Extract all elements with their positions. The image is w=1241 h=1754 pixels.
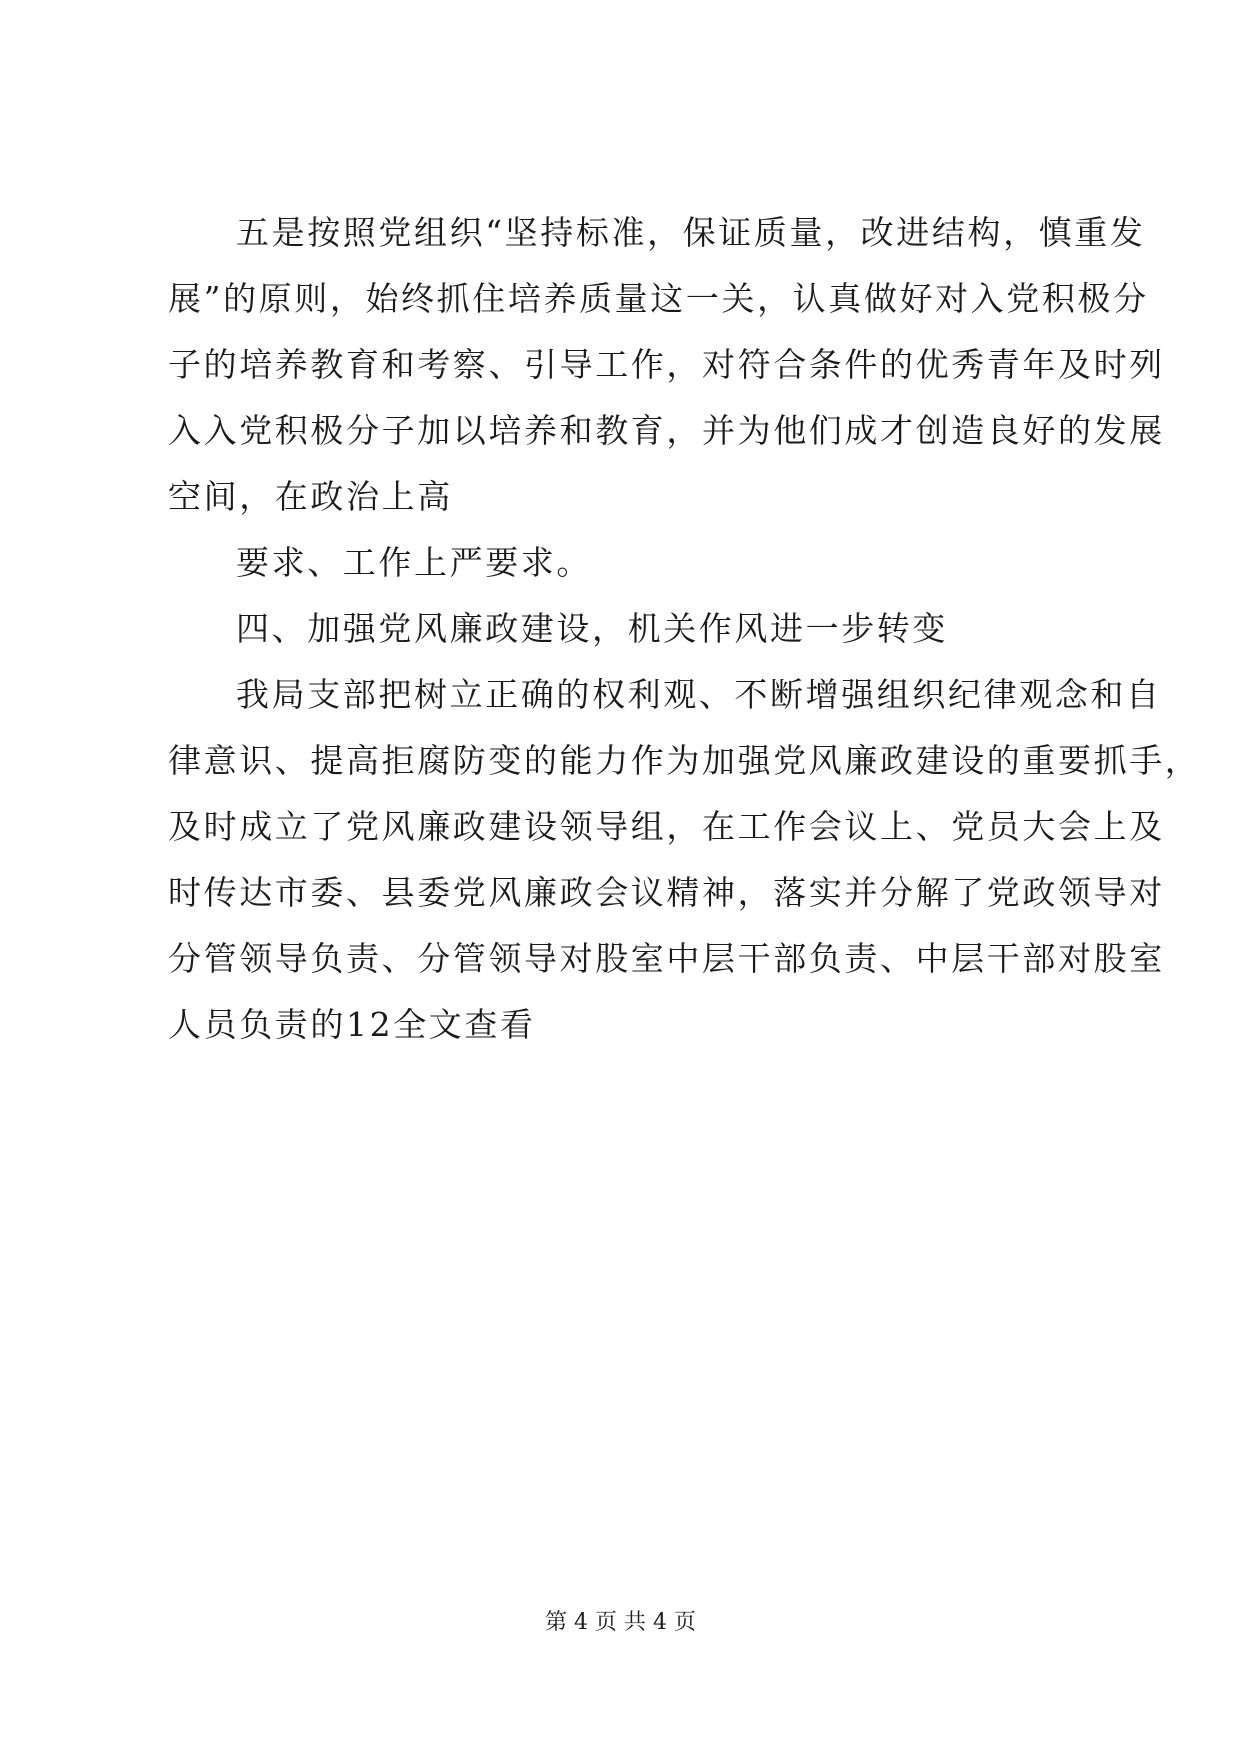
paragraph-line: 要求、工作上严要求。 (236, 543, 592, 582)
paragraph-line: 及时成立了党风廉政建设领导组，在工作会议上、党员大会上及 (168, 807, 1165, 846)
paragraph-line: 律意识、提高拒腐防变的能力作为加强党风廉政建设的重要抓手， (168, 741, 1201, 780)
paragraph-line: 空间，在政治上高 (168, 477, 453, 516)
paragraph-line: 入入党积极分子加以培养和教育，并为他们成才创造良好的发展 (168, 411, 1165, 450)
paragraph-line: 分管领导负责、分管领导对股室中层干部负责、中层干部对股室 (168, 939, 1165, 978)
paragraph-line: 人员负责的12全文查看 (168, 1005, 536, 1044)
paragraph-line: 五是按照党组织“坚持标准，保证质量，改进结构，慎重发 (236, 213, 1146, 252)
paragraph-line: 子的培养教育和考察、引导工作，对符合条件的优秀青年及时列 (168, 345, 1165, 384)
section-heading: 四、加强党风廉政建设，机关作风进一步转变 (236, 609, 948, 648)
page-number: 第 4 页 共 4 页 (545, 1610, 696, 1635)
page-footer (0, 1608, 1241, 1638)
paragraph-line: 展”的原则，始终抓住培养质量这一关，认真做好对入党积极分 (168, 279, 1149, 318)
document-body (168, 200, 1201, 1058)
paragraph-line: 时传达市委、县委党风廉政会议精神，落实并分解了党政领导对 (168, 873, 1165, 912)
paragraph-line: 我局支部把树立正确的权利观、不断增强组织纪律观念和自 (236, 675, 1162, 714)
